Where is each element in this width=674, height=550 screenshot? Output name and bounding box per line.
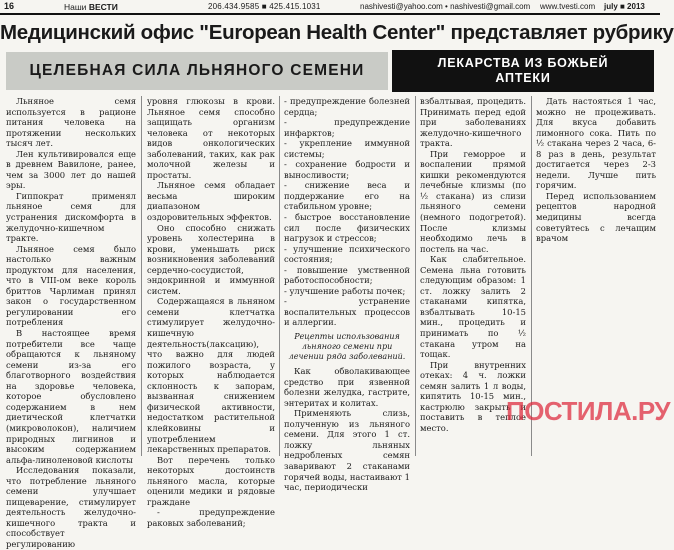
page-number: 16 — [4, 1, 15, 11]
list-item: - предупреждение инфарктов; — [284, 117, 410, 138]
article-column-1 — [6, 96, 136, 549]
list-item: - предупреждение болезней сердца; — [284, 96, 410, 117]
publication-prefix: Наши — [64, 2, 87, 12]
paragraph: Льняное семя используется в рационе питания человека на протяжении нескольких тысяч лет. — [6, 96, 136, 149]
website-url: www.tvesti.com — [540, 2, 596, 11]
paragraph: При геморрое и воспалении прямой кишки рекомендуются лечебные клизмы (по ½ стакана) из слизи льняного семени (немного подогретой). После клизмы необходимо лечь в постель на час. — [420, 148, 526, 254]
paragraph: Льняное семя обладает весьма широким диапазоном оздоровительных эффектов. — [147, 180, 275, 223]
list-item: - устранение воспалительных процессов и аллергии. — [284, 296, 410, 328]
recipes-subtitle: Рецепты использования льняного семени при лечении ряда заболеваний. — [288, 332, 406, 362]
list-item: - улучшение работы почек; — [284, 285, 406, 296]
article-column-3 — [284, 96, 410, 493]
paragraph: Исследования показали, что потребление льняного семени улучшает пищеварение, стимулирует деятельность желудочно-кишечного тракта и способствует регулированию — [6, 465, 136, 549]
paragraph: При внутренних отеках: 4 ч. ложки семян залить 1 л воды, кипятить 10-15 мин., кастрюлю закрыть и поставить в теплое место. — [420, 359, 526, 433]
list-item: - быстрое восстановление сил после физических нагрузок и стрессов; — [284, 212, 410, 244]
list-item: - сохранение бодрости и выносливости; — [284, 159, 410, 180]
list-item: - укрепление иммунной системы; — [284, 138, 410, 159]
list-item: - снижение веса и поддержание его на стабильном уровне; — [284, 180, 410, 212]
publication-name — [64, 2, 118, 12]
list-item: - повышение умственной работоспособности; — [284, 264, 410, 286]
column-divider — [415, 96, 416, 456]
watermark-logo: ПОСТИЛА.РУ — [506, 396, 671, 426]
paragraph: Гиппократ применял льняное семя для устранения дискомфорта в желудочно-кишечном тракте. — [6, 190, 136, 244]
rubric-title-banner — [392, 50, 654, 92]
email-addresses: nashivesti@yahoo.com • nashivesti@gmail.com — [360, 2, 531, 11]
rubric-title-line2: АПТЕКИ — [495, 71, 551, 85]
page-headline: Медицинский офис "European Health Center" представляет рубрику — [0, 21, 674, 44]
paragraph: Оно способно снижать уровень холестерина в крови, уменьшать риск возникновения заболеваний сердечно-сосудистой, эндокринной и иммунной систем. — [147, 222, 275, 296]
list-item: - улучшение психического состояния; — [284, 243, 410, 265]
paragraph: Льняное семя было настолько важным продуктом для населения, что в VIII-ом веке король бриттов Чарлиман принял закон о государственном регулировании его потребления — [6, 243, 136, 328]
list-item: - предупреждение раковых заболеваний; — [147, 507, 275, 528]
paragraph: Как обволакивающее средство при язвенной болезни желудка, гастрите, энтеритах и колитах. — [284, 366, 410, 408]
paragraph: Лен культивировался еще в древнем Вавилоне, ранее, чем за 3000 лет до нашей эры. — [6, 148, 136, 191]
article-column-2 — [147, 96, 275, 528]
paragraph: Вот перечень только некоторых достоинств льняного масла, которые оценили медики и рядовые граждане — [147, 454, 275, 507]
issue-date: july ■ 2013 — [604, 2, 645, 11]
paragraph: Как слабительное. Семена льна готовить следующим образом: 1 ст. ложку залить 2 стаканами кипятка, взбалтывать 10-15 мин., процедить и принимать по ½ стакана утром на тощак. — [420, 254, 526, 360]
header-rule — [0, 13, 660, 15]
paragraph: В настоящее время потребители все чаще обращаются к льняному семени из-за его благотворного воздействия на здоровье человека, которое обусловлено содержанием в нем диетической клетчатки (микроволокон), наличием природных лигнинов и высоким содержанием альфа-линоленовой кислоты — [6, 328, 136, 465]
paragraph: Содержащаяся в льняном семени клетчатка стимулирует желудочно-кишечную деятельность(лаксацию), что важно для людей пожилого возраста, у которых наблюдается склонность к запорам, вызванная снижением физической активности, недостатком растительной клейковины и употреблением лекарственных препаратов. — [147, 296, 275, 455]
article-title-banner: ЦЕЛЕБНАЯ СИЛА ЛЬНЯНОГО СЕМЕНИ — [6, 52, 388, 90]
rubric-title-line1: ЛЕКАРСТВА ИЗ БОЖЬЕЙ — [437, 56, 609, 70]
paragraph: Применяють слизь, полученную из льняного семени. Для этого 1 ст. ложку льняных недробленых семян заваривают 2 стаканами горячей воды, настаивают 1 час, периодически — [284, 408, 410, 493]
column-divider — [141, 96, 142, 456]
publication-title: ВЕСТИ — [88, 2, 118, 12]
phone-numbers: 206.434.9585 ■ 425.415.1031 — [208, 2, 321, 11]
paragraph: Перед использованием рецептов народной медицины всегда советуйтесь с лечащим врачом — [536, 190, 656, 244]
paragraph: Дать настояться 1 час, можно не процеживать. Для вкуса добавить лимонного сока. Пить по ½ стакана через 2 часа, 6-8 раз в день, результат достигается через 2-3 недели. Лучше пить горячим. — [536, 96, 656, 191]
paragraph: взбалтывая, процедить. Принимать перед едой при заболеваниях желудочно-кишечного тракта. — [420, 96, 526, 149]
column-divider — [279, 96, 280, 456]
page-header-bar — [0, 0, 660, 13]
paragraph: уровня глюкозы в крови. Льняное семя способно защищать организм человека от некоторых видов онкологических заболеваний, таких, как рак молочной железы и простаты. — [147, 96, 275, 180]
